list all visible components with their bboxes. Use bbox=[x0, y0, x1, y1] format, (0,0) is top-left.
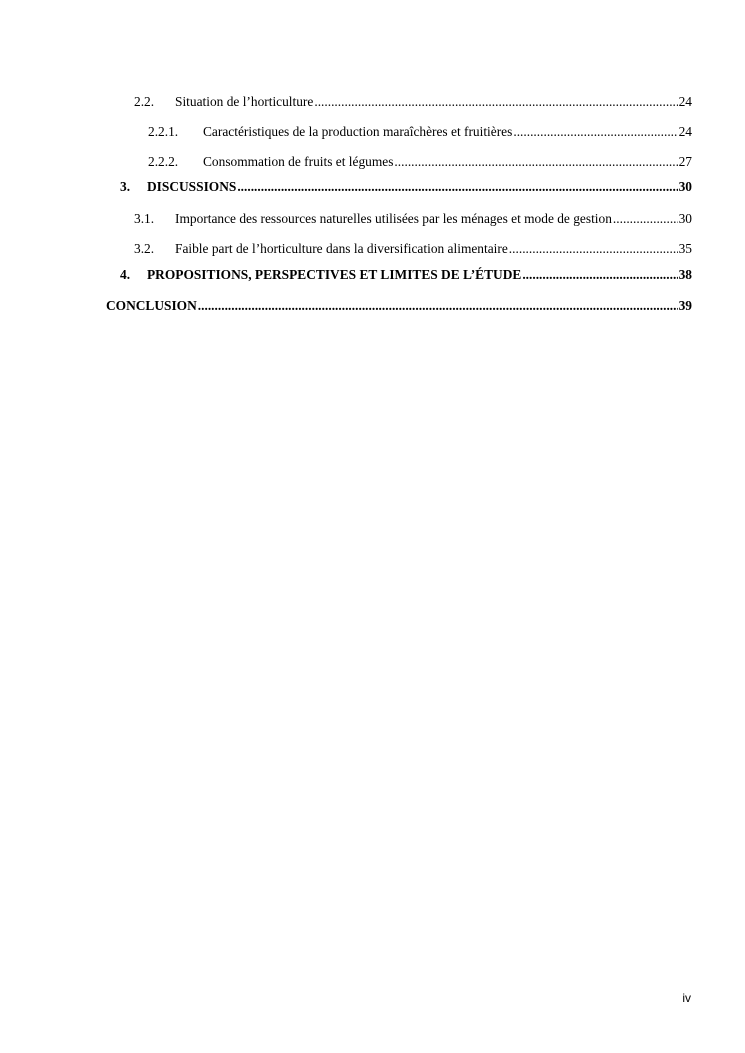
toc-entry-page: 30 bbox=[678, 211, 692, 226]
toc-entry-conclusion[interactable] bbox=[106, 298, 692, 314]
toc-dot-leader bbox=[314, 94, 677, 110]
toc-entry-2-2-2[interactable] bbox=[148, 154, 692, 170]
toc-entry-page: 38 bbox=[678, 267, 692, 282]
toc-entry-page: 35 bbox=[678, 241, 692, 256]
toc-entry-page: 27 bbox=[678, 154, 692, 169]
toc-entry-number: 2.2.2. bbox=[148, 154, 179, 169]
toc-entry-number: 3. bbox=[120, 179, 131, 194]
toc-entry-3[interactable] bbox=[120, 179, 692, 195]
toc-entry-2-2[interactable] bbox=[134, 94, 692, 110]
toc-entry-number: 4. bbox=[120, 267, 131, 282]
toc-entry-4[interactable] bbox=[120, 267, 692, 283]
toc-entry-3-2[interactable] bbox=[134, 241, 692, 257]
toc-entry-title: CONCLUSION bbox=[106, 298, 197, 313]
toc-entry-number: 2.2.1. bbox=[148, 124, 179, 139]
toc-entry-title: Faible part de l’horticulture dans la diversification alimentaire bbox=[175, 241, 508, 256]
toc-dot-leader bbox=[394, 154, 677, 170]
toc-entry-number: 2.2. bbox=[134, 94, 155, 109]
toc-dot-leader bbox=[237, 179, 677, 195]
toc-entry-number: 3.2. bbox=[134, 241, 155, 256]
toc-entry-page: 24 bbox=[678, 94, 692, 109]
toc-dot-leader bbox=[613, 211, 678, 227]
toc-entry-title: Consommation de fruits et légumes bbox=[203, 154, 394, 169]
toc-entry-page: 24 bbox=[678, 124, 692, 139]
toc-entry-title: DISCUSSIONS bbox=[147, 179, 237, 194]
toc-dot-leader bbox=[198, 298, 678, 314]
toc-entry-page: 30 bbox=[678, 179, 692, 194]
toc-entry-title: Caractéristiques de la production maraîchères et fruitières bbox=[203, 124, 513, 139]
toc-entry-title: Importance des ressources naturelles utilisées par les ménages et mode de gestion bbox=[175, 211, 612, 226]
toc-entry-number: 3.1. bbox=[134, 211, 155, 226]
toc-dot-leader bbox=[513, 124, 677, 140]
toc-dot-leader bbox=[522, 267, 677, 283]
page-number: iv bbox=[682, 991, 691, 1005]
toc-entry-2-2-1[interactable] bbox=[148, 124, 692, 140]
toc-entry-3-1[interactable] bbox=[134, 211, 692, 227]
toc-dot-leader bbox=[509, 241, 678, 257]
toc-entry-title: PROPOSITIONS, PERSPECTIVES ET LIMITES DE L’ÉTUDE bbox=[147, 267, 522, 282]
toc-entry-title: Situation de l’horticulture bbox=[175, 94, 314, 109]
toc-entry-page: 39 bbox=[678, 298, 692, 313]
